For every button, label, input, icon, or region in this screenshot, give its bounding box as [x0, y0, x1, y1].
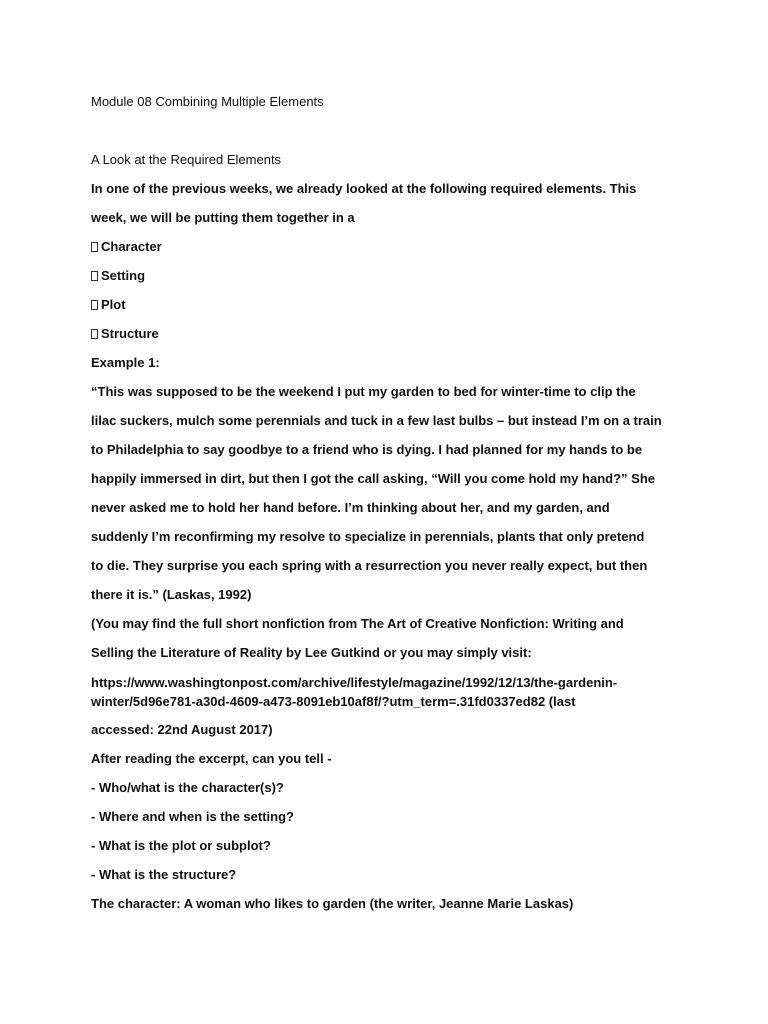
bullet-label: Plot: [101, 297, 126, 312]
intro-line-1: In one of the previous weeks, we already looked at the following required elements. This: [91, 181, 637, 196]
quote-line: to die. They surprise you each spring with a resurrection you never really expect, but then: [91, 558, 648, 573]
question-item: - What is the structure?: [91, 867, 237, 882]
quote-line: suddenly I’m reconfirming my resolve to specialize in perennials, plants that only pretend: [91, 529, 645, 544]
bullet-label: Character: [101, 239, 162, 254]
document-title: Module 08 Combining Multiple Elements: [91, 94, 324, 109]
source-url: https://www.washingtonpost.com/archive/lifestyle/magazine/1992/12/13/the-gardenin-: [91, 675, 618, 690]
bullet-item: [91, 239, 162, 255]
bullet-icon: [91, 271, 98, 281]
bullet-item: [91, 326, 159, 342]
source-line-2: Selling the Literature of Reality by Lee Gutkind or you may simply visit:: [91, 645, 532, 660]
bullet-icon: [91, 300, 98, 310]
quote-line: never asked me to hold her hand before. I’m thinking about her, and my garden, and: [91, 500, 610, 515]
intro-line-2: week, we will be putting them together in a: [91, 210, 355, 225]
bullet-label: Setting: [101, 268, 146, 283]
answer-character: The character: A woman who likes to garden (the writer, Jeanne Marie Laskas): [91, 896, 574, 911]
bullet-label: Structure: [101, 326, 159, 341]
question-intro: After reading the excerpt, can you tell -: [91, 751, 332, 766]
question-item: - Who/what is the character(s)?: [91, 780, 284, 795]
quote-line: happily immersed in dirt, but then I got the call asking, “Will you come hold my hand?” She: [91, 471, 656, 486]
source-url-continued: winter/5d96e781-a30d-4609-a473-8091eb10af8f/?utm_term=.31fd0337ed82 (last: [91, 694, 576, 709]
quote-line: there it is.” (Laskas, 1992): [91, 587, 252, 602]
quote-line: lilac suckers, mulch some perennials and tuck in a few last bulbs – but instead I’m on a train: [91, 413, 662, 428]
question-item: - Where and when is the setting?: [91, 809, 294, 824]
section-heading: A Look at the Required Elements: [91, 152, 282, 167]
quote-line: to Philadelphia to say goodbye to a friend who is dying. I had planned for my hands to be: [91, 442, 643, 457]
source-line-1: (You may find the full short nonfiction from The Art of Creative Nonfiction: Writing and: [91, 616, 624, 631]
bullet-icon: [91, 242, 98, 252]
example-label: Example 1:: [91, 355, 160, 370]
quote-line: “This was supposed to be the weekend I put my garden to bed for winter-time to clip the: [91, 384, 636, 399]
bullet-item: [91, 297, 126, 313]
question-item: - What is the plot or subplot?: [91, 838, 271, 853]
bullet-item: [91, 268, 145, 284]
bullet-icon: [91, 329, 98, 339]
accessed-date: accessed: 22nd August 2017): [91, 722, 273, 737]
